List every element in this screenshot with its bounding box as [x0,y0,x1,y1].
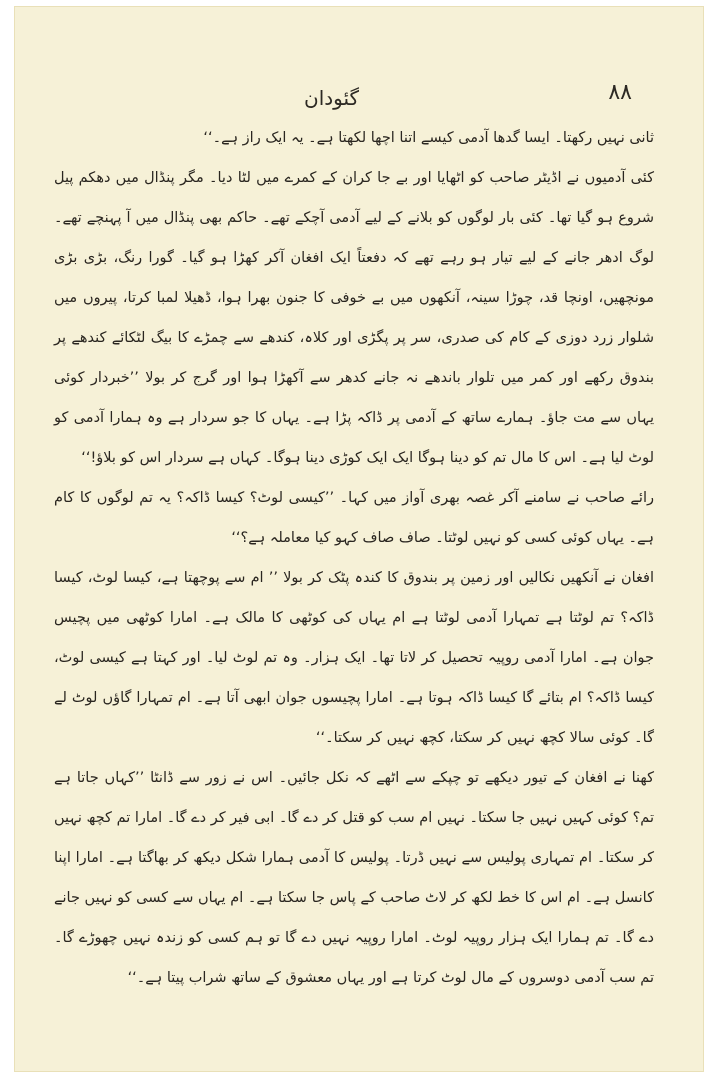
paragraph: ثانی نہیں رکھتا۔ ایسا گدھا آدمی کیسے اتنا اچھا لکھتا ہے۔ یہ ایک راز ہے۔‘‘ [203,130,654,146]
running-title: گئودان [304,86,360,110]
paragraph: رائے صاحب نے سامنے آکر غصہ بھری آواز میں کہا۔ ’’کیسی لوٹ؟ کیسا ڈاکہ؟ یہ تم لوگوں کا کام ہے۔ یہاں کوئی کسی کو نہیں لوٹتا۔ صاف صاف کہو کیا معاملہ ہے؟‘‘ [54,490,654,546]
paragraph: کھنا نے افغان کے تیور دیکھے تو چپکے سے اٹھے کہ نکل جائیں۔ اس نے زور سے ڈانٹا ’’کہاں جاتا ہے تم؟ کوئی کہیں نہیں جا سکتا۔ نہیں ام سب کو قتل کر دے گا۔ ابی فیر کر دے گا۔ امارا تم کچھ نہیں کر سکتا۔ ام تمہاری پولیس سے نہیں ڈرتا۔ پولیس کا آدمی ہمارا شکل دیکھ کر بھاگتا ہے۔ امارا اپنا کانسل ہے۔ ام اس کا خط لکھ کر لاٹ صاحب کے پاس جا سکتا ہے۔ ام یہاں سے کسی کو نہیں جانے دے گا۔ تم ہمارا ایک ہزار روپیہ لوٹ۔ امارا روپیہ نہیں دے گا تو ہم کسی کو زندہ نہیں چھوڑے گا۔ تم سب آدمی دوسروں کے مال لوٹ کرتا ہے اور یہاں معشوق کے ساتھ شراب پیتا ہے۔‘‘ [53,770,654,986]
body-text [54,118,654,998]
page-header [14,80,704,120]
paragraph: افغان نے آنکھیں نکالیں اور زمین پر بندوق کا کندہ پٹک کر بولا ’’ ام سے پوچھتا ہے، کیسا لوٹ، کیسا ڈاکہ؟ تم لوٹتا ہے تمہارا آدمی لوٹتا ہے ام یہاں کی کوٹھی کا مالک ہے۔ امارا کوٹھی میں پچیس جوان ہے۔ امارا آدمی روپیہ تحصیل کر لاتا تھا۔ ایک ہزار۔ وہ تم لوٹ لیا۔ اور کہتا ہے کیسی لوٹ، کیسا ڈاکہ؟ ام بتائے گا کیسا ڈاکہ ہوتا ہے۔ امارا پچیسوں جوان ابھی آتا ہے۔ ام تمہارا گاؤں لوٹ لے گا۔ کوئی سالا کچھ نہیں کر سکتا، کچھ نہیں کر سکتا۔‘‘ [54,570,654,746]
book-page [14,6,704,1072]
page-number: ٨٨ [608,80,632,105]
paragraph: کئی آدمیوں نے اڈیٹر صاحب کو اٹھایا اور بے جا کران کے کمرے میں لٹا دیا۔ مگر پنڈال میں دھکم پیل شروع ہو گیا تھا۔ کئی بار لوگوں کو بلانے کے لیے آدمی آچکے تھے۔ حاکم بھی پنڈال میں آ پہنچے تھے۔ لوگ ادھر جانے کے لیے تیار ہو رہے تھے کہ دفعتاً ایک افغان آکر کھڑا ہو گیا۔ گورا رنگ، بڑی بڑی مونچھیں، اونچا قد، چوڑا سینہ، آنکھوں میں بے خوفی کا جنون بھرا ہوا، ڈھیلا لمبا کرتا، پیروں میں شلوار زرد دوزی کے کام کی صدری، سر پر پگڑی اور کلاہ، کندھے سے چمڑے کا بیگ لٹکائے کندھے پر بندوق رکھے اور کمر میں تلوار باندھے نہ جانے کدھر سے آکھڑا ہوا اور گرج کر بولا ’’خبردار کوئی یہاں سے مت جاؤ۔ ہمارے ساتھ کے آدمی پر ڈاکہ پڑا ہے۔ یہاں کا جو سردار ہے وہ ہمارا آدمی کو لوٹ لیا ہے۔ اس کا مال تم کو دینا ہوگا ایک ایک کوڑی دینا ہوگا۔ کہاں ہے سردار اس کو بلاؤ!‘‘ [54,170,654,466]
